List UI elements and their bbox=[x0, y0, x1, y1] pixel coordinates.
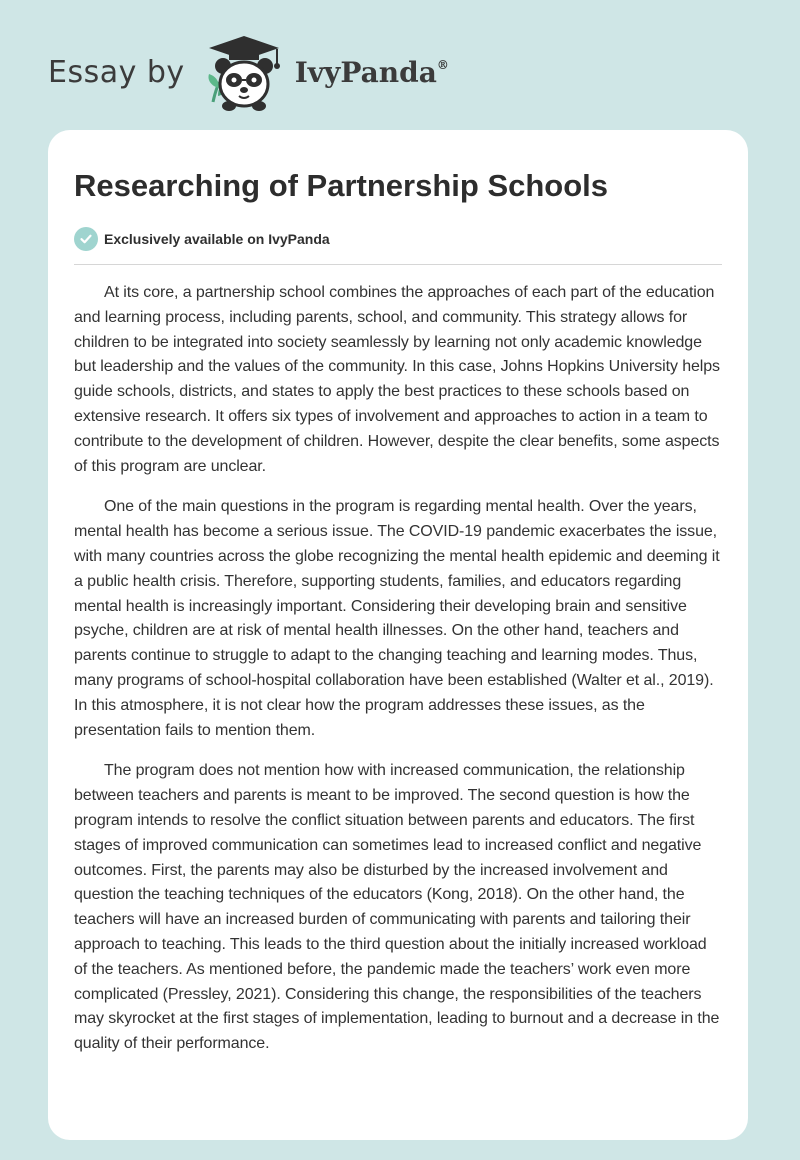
panda-graduate-logo-icon bbox=[199, 30, 289, 114]
brand-name-text: IvyPanda bbox=[294, 55, 437, 89]
registered-mark: ® bbox=[436, 57, 449, 72]
exclusive-badge bbox=[74, 226, 722, 252]
brand-name bbox=[295, 56, 449, 89]
brand-prefix: Essay by bbox=[48, 54, 185, 90]
essay-card bbox=[48, 130, 748, 1140]
page-title: Researching of Partnership Schools bbox=[74, 168, 609, 203]
exclusive-badge-label: Exclusively available on IvyPanda bbox=[104, 231, 330, 247]
check-circle-icon bbox=[74, 227, 98, 251]
paragraph: One of the main questions in the program is regarding mental health. Over the years, mental health has become a serious issue. The COVID-19 pandemic exacerbates the issue, with many countries across the globe recognizing the mental health epidemic and deeming it a public health crisis. Therefore, supporting students, families, and educators regarding mental health is increasingly important. Considering their developing brain and sensitive psyche, children are at risk of mental health illnesses. On the other hand, teachers and parents continue to struggle to adapt to the changing teaching and learning modes. Thus, many programs of school-hospital collaboration have been established (Walter et al., 2019). In this atmosphere, it is not clear how the program addresses these issues, as the presentation fails to mention them. bbox=[74, 498, 720, 739]
brand-header[interactable] bbox=[48, 30, 449, 114]
paragraph: The program does not mention how with increased communication, the relationship between teachers and parents is meant to be improved. The second question is how the program intends to resolve the conflict situation between parents and educators. The first stages of improved communication can sometimes lead to increased conflict and negative outcomes. First, the parents may also be disturbed by the increased involvement and question the teaching techniques of the educators (Kong, 2018). On the other hand, the teachers will have an increased burden of communicating with parents and tailoring their approach to teaching. This leads to the third question about the initially increased workload of the teachers. As mentioned before, the pandemic made the teachers’ work even more complicated (Pressley, 2021). Considering this change, the responsibilities of the teachers may skyrocket at the first stages of implementation, leading to burnout and a decrease in the quality of their performance. bbox=[74, 762, 720, 1053]
paragraph: At its core, a partnership school combines the approaches of each part of the education and learning process, including parents, school, and community. This strategy allows for children to be integrated into society seamlessly by learning not only academic knowledge but leadership and the values of the community. In this case, Johns Hopkins University helps guide schools, districts, and states to apply the best practices to these schools based on extensive research. It offers six types of involvement and approaches to action in a team to contribute to the development of children. However, despite the clear benefits, some aspects of this program are unclear. bbox=[74, 284, 720, 475]
divider bbox=[74, 264, 722, 265]
essay-body bbox=[74, 281, 722, 1057]
